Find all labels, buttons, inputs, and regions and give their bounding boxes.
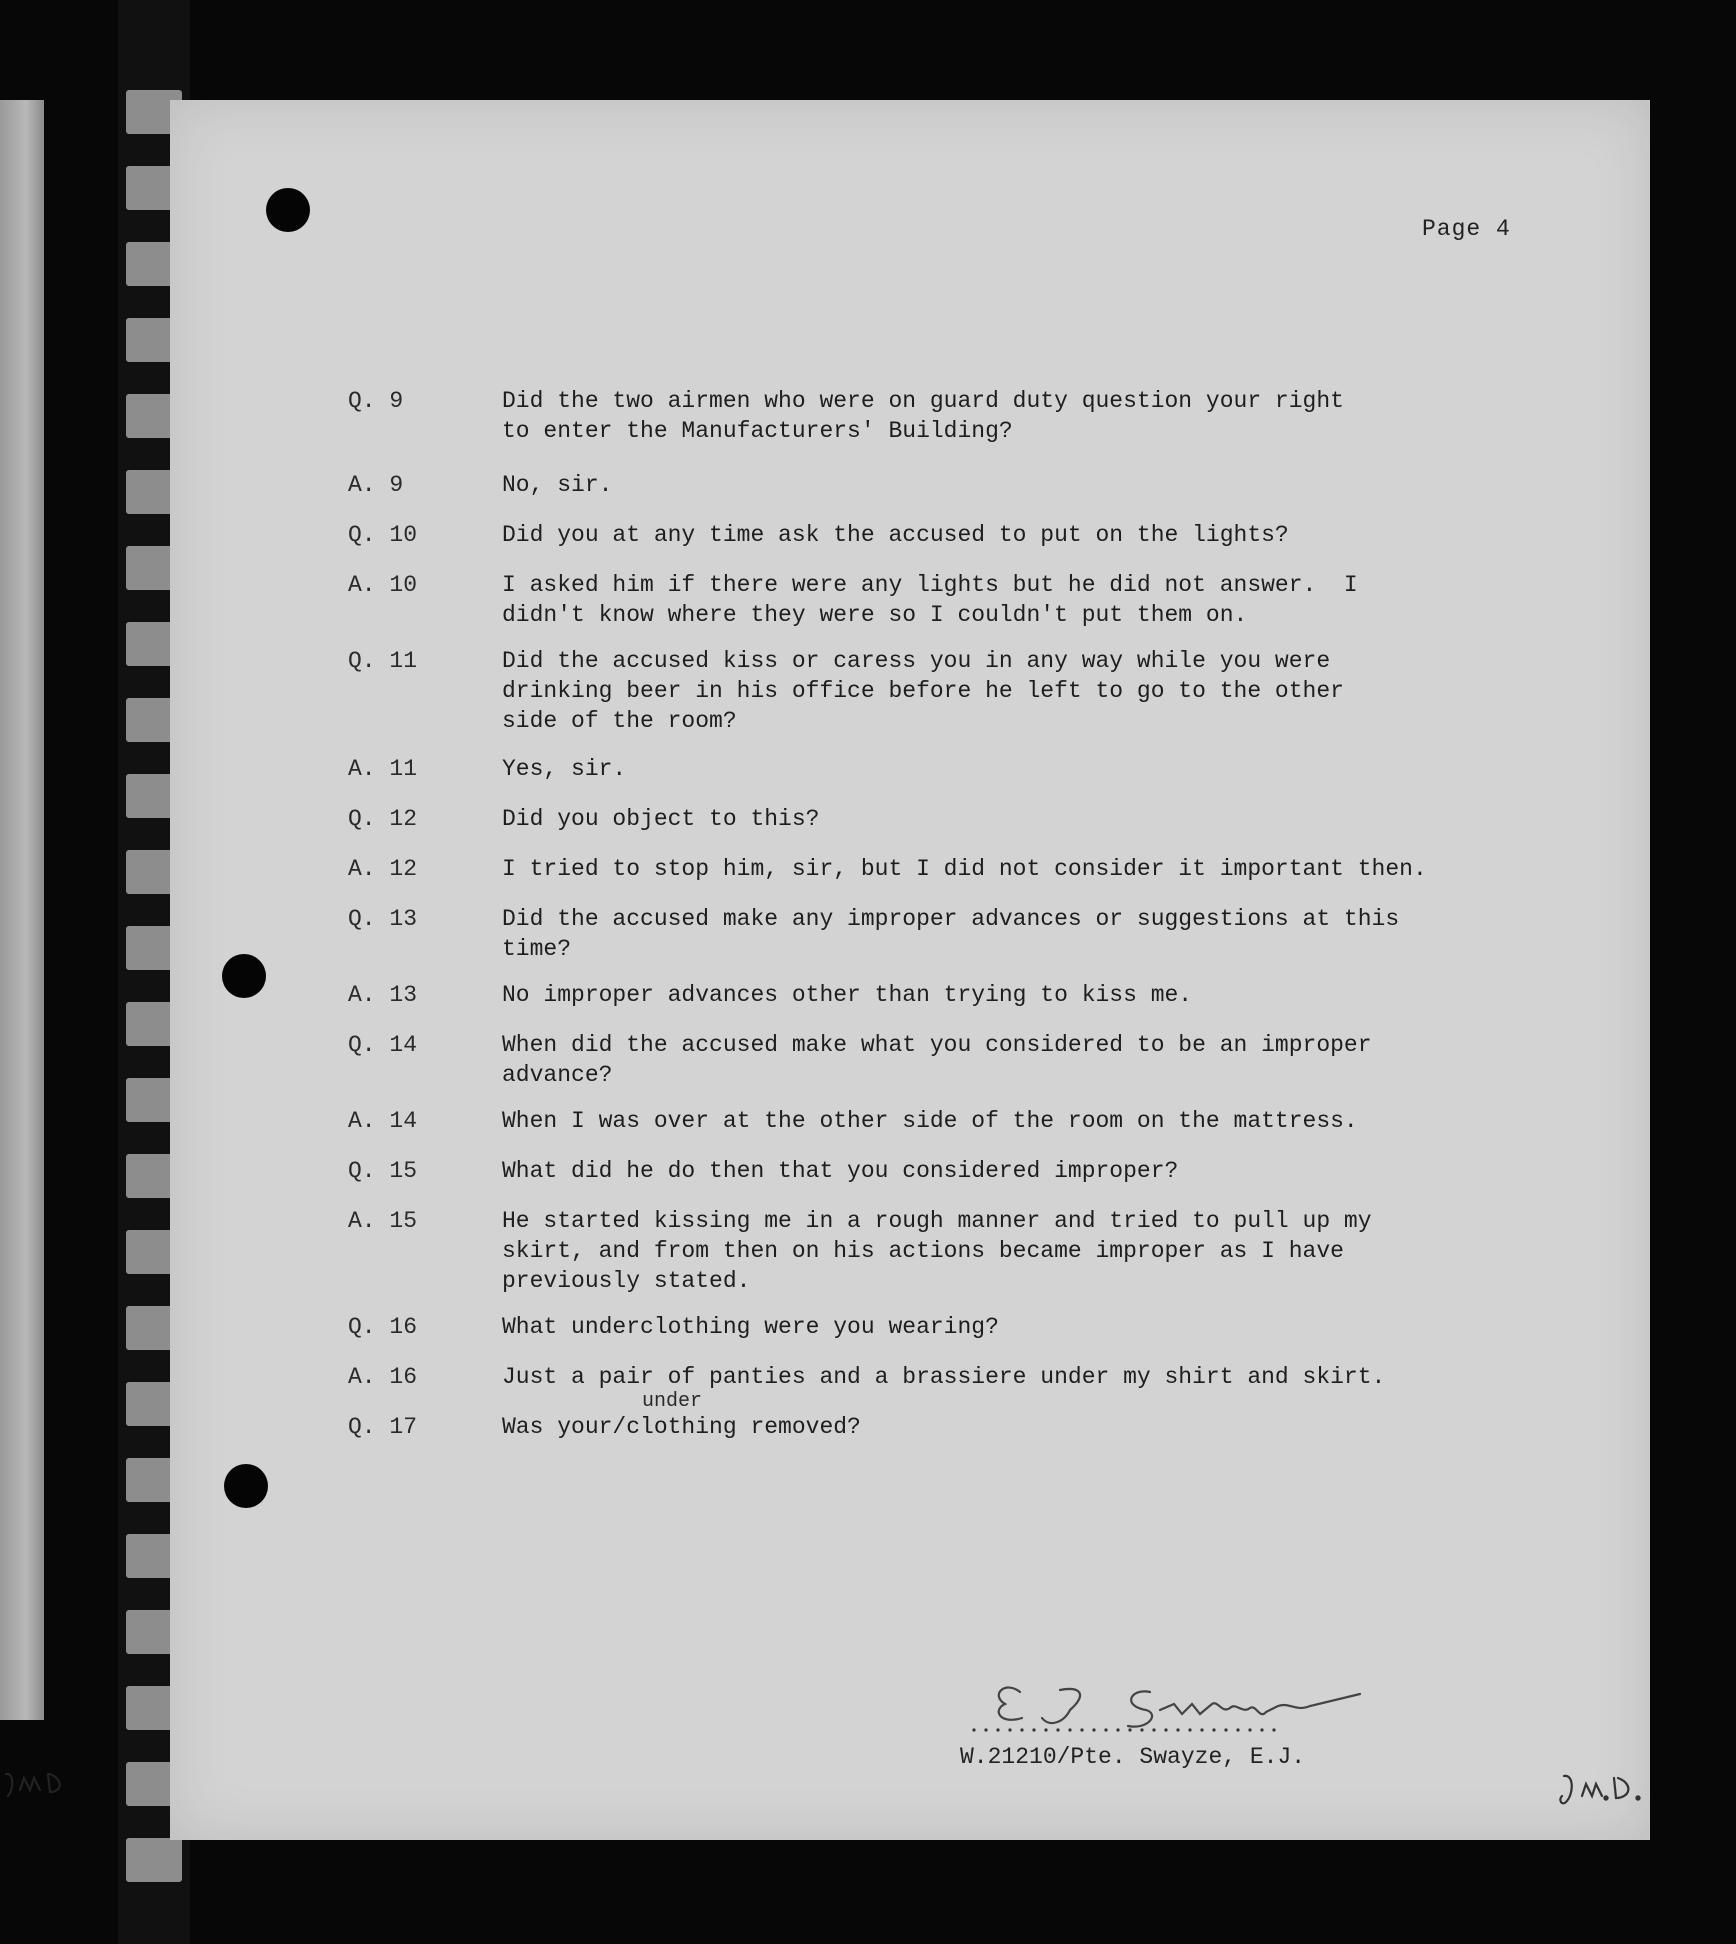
qa-item-text: Did the two airmen who were on guard duty question your right to enter the Manufacturers' Building? [502, 388, 1344, 444]
punch-hole-bottom [224, 1464, 268, 1508]
qa-item-label: Q. 16 [348, 1314, 418, 1340]
qa-item-label: A. 14 [348, 1108, 418, 1134]
adjacent-page-edge [0, 100, 44, 1720]
qa-item-text: Was your/clothing removed? [502, 1414, 861, 1440]
qa-item-text: He started kissing me in a rough manner and tried to pull up my skirt, and from then on his actions became improper as I have previously stated. [502, 1208, 1372, 1294]
qa-item-label: Q. 10 [348, 522, 418, 548]
handwritten-signature [960, 1670, 1400, 1740]
signature-block [960, 1670, 1520, 1790]
qa-item-label: Q. 11 [348, 648, 418, 674]
qa-item-text: Did the accused make any improper advances or suggestions at this time? [502, 906, 1400, 962]
qa-item-label: A. 9 [348, 472, 404, 498]
qa-item-text: What underclothing were you wearing? [502, 1314, 999, 1340]
qa-item-label: A. 15 [348, 1208, 418, 1234]
qa-item-text: When did the accused make what you considered to be an improper advance? [502, 1032, 1372, 1088]
sprocket-hole [126, 1838, 182, 1882]
qa-item-label: Q. 12 [348, 806, 418, 832]
qa-item-label: Q. 13 [348, 906, 418, 932]
qa-item-label: Q. 17 [348, 1414, 418, 1440]
qa-item-text: When I was over at the other side of the room on the mattress. [502, 1108, 1358, 1134]
qa-item-text: Yes, sir. [502, 756, 627, 782]
qa-item-label: A. 10 [348, 572, 418, 598]
page-number: Page 4 [1422, 216, 1511, 242]
document-page [170, 100, 1650, 1840]
qa-item-label: A. 13 [348, 982, 418, 1008]
punch-hole-middle [222, 954, 266, 998]
qa-item-text: No improper advances other than trying to kiss me. [502, 982, 1193, 1008]
qa-item-text: Did you at any time ask the accused to put on the lights? [502, 522, 1289, 548]
qa-item-text: No, sir. [502, 472, 613, 498]
qa-item-label: Q. 9 [348, 388, 404, 414]
punch-hole-top [266, 188, 310, 232]
qa-item-text: I asked him if there were any lights but he did not answer. I didn't know where they were so I couldn't put them on. [502, 572, 1358, 628]
qa-item-text: What did he do then that you considered improper? [502, 1158, 1179, 1184]
qa-item-label: Q. 14 [348, 1032, 418, 1058]
margin-initials-left [0, 1760, 70, 1810]
qa-item-text: I tried to stop him, sir, but I did not consider it important then. [502, 856, 1427, 882]
qa-item-text: Did the accused kiss or caress you in any way while you were drinking beer in his office before he left to go to the other side of the room? [502, 648, 1344, 734]
margin-initials-right [1556, 1764, 1656, 1814]
signatory-name: W.21210/Pte. Swayze, E.J. [960, 1744, 1306, 1770]
qa-item-label: A. 12 [348, 856, 418, 882]
handwritten-insertion: under [642, 1390, 703, 1413]
qa-item-label: Q. 15 [348, 1158, 418, 1184]
qa-item-text: Just a pair of panties and a brassiere under my shirt and skirt. [502, 1364, 1386, 1390]
qa-item-label: A. 16 [348, 1364, 418, 1390]
qa-item-text: Did you object to this? [502, 806, 820, 832]
qa-item-label: A. 11 [348, 756, 418, 782]
